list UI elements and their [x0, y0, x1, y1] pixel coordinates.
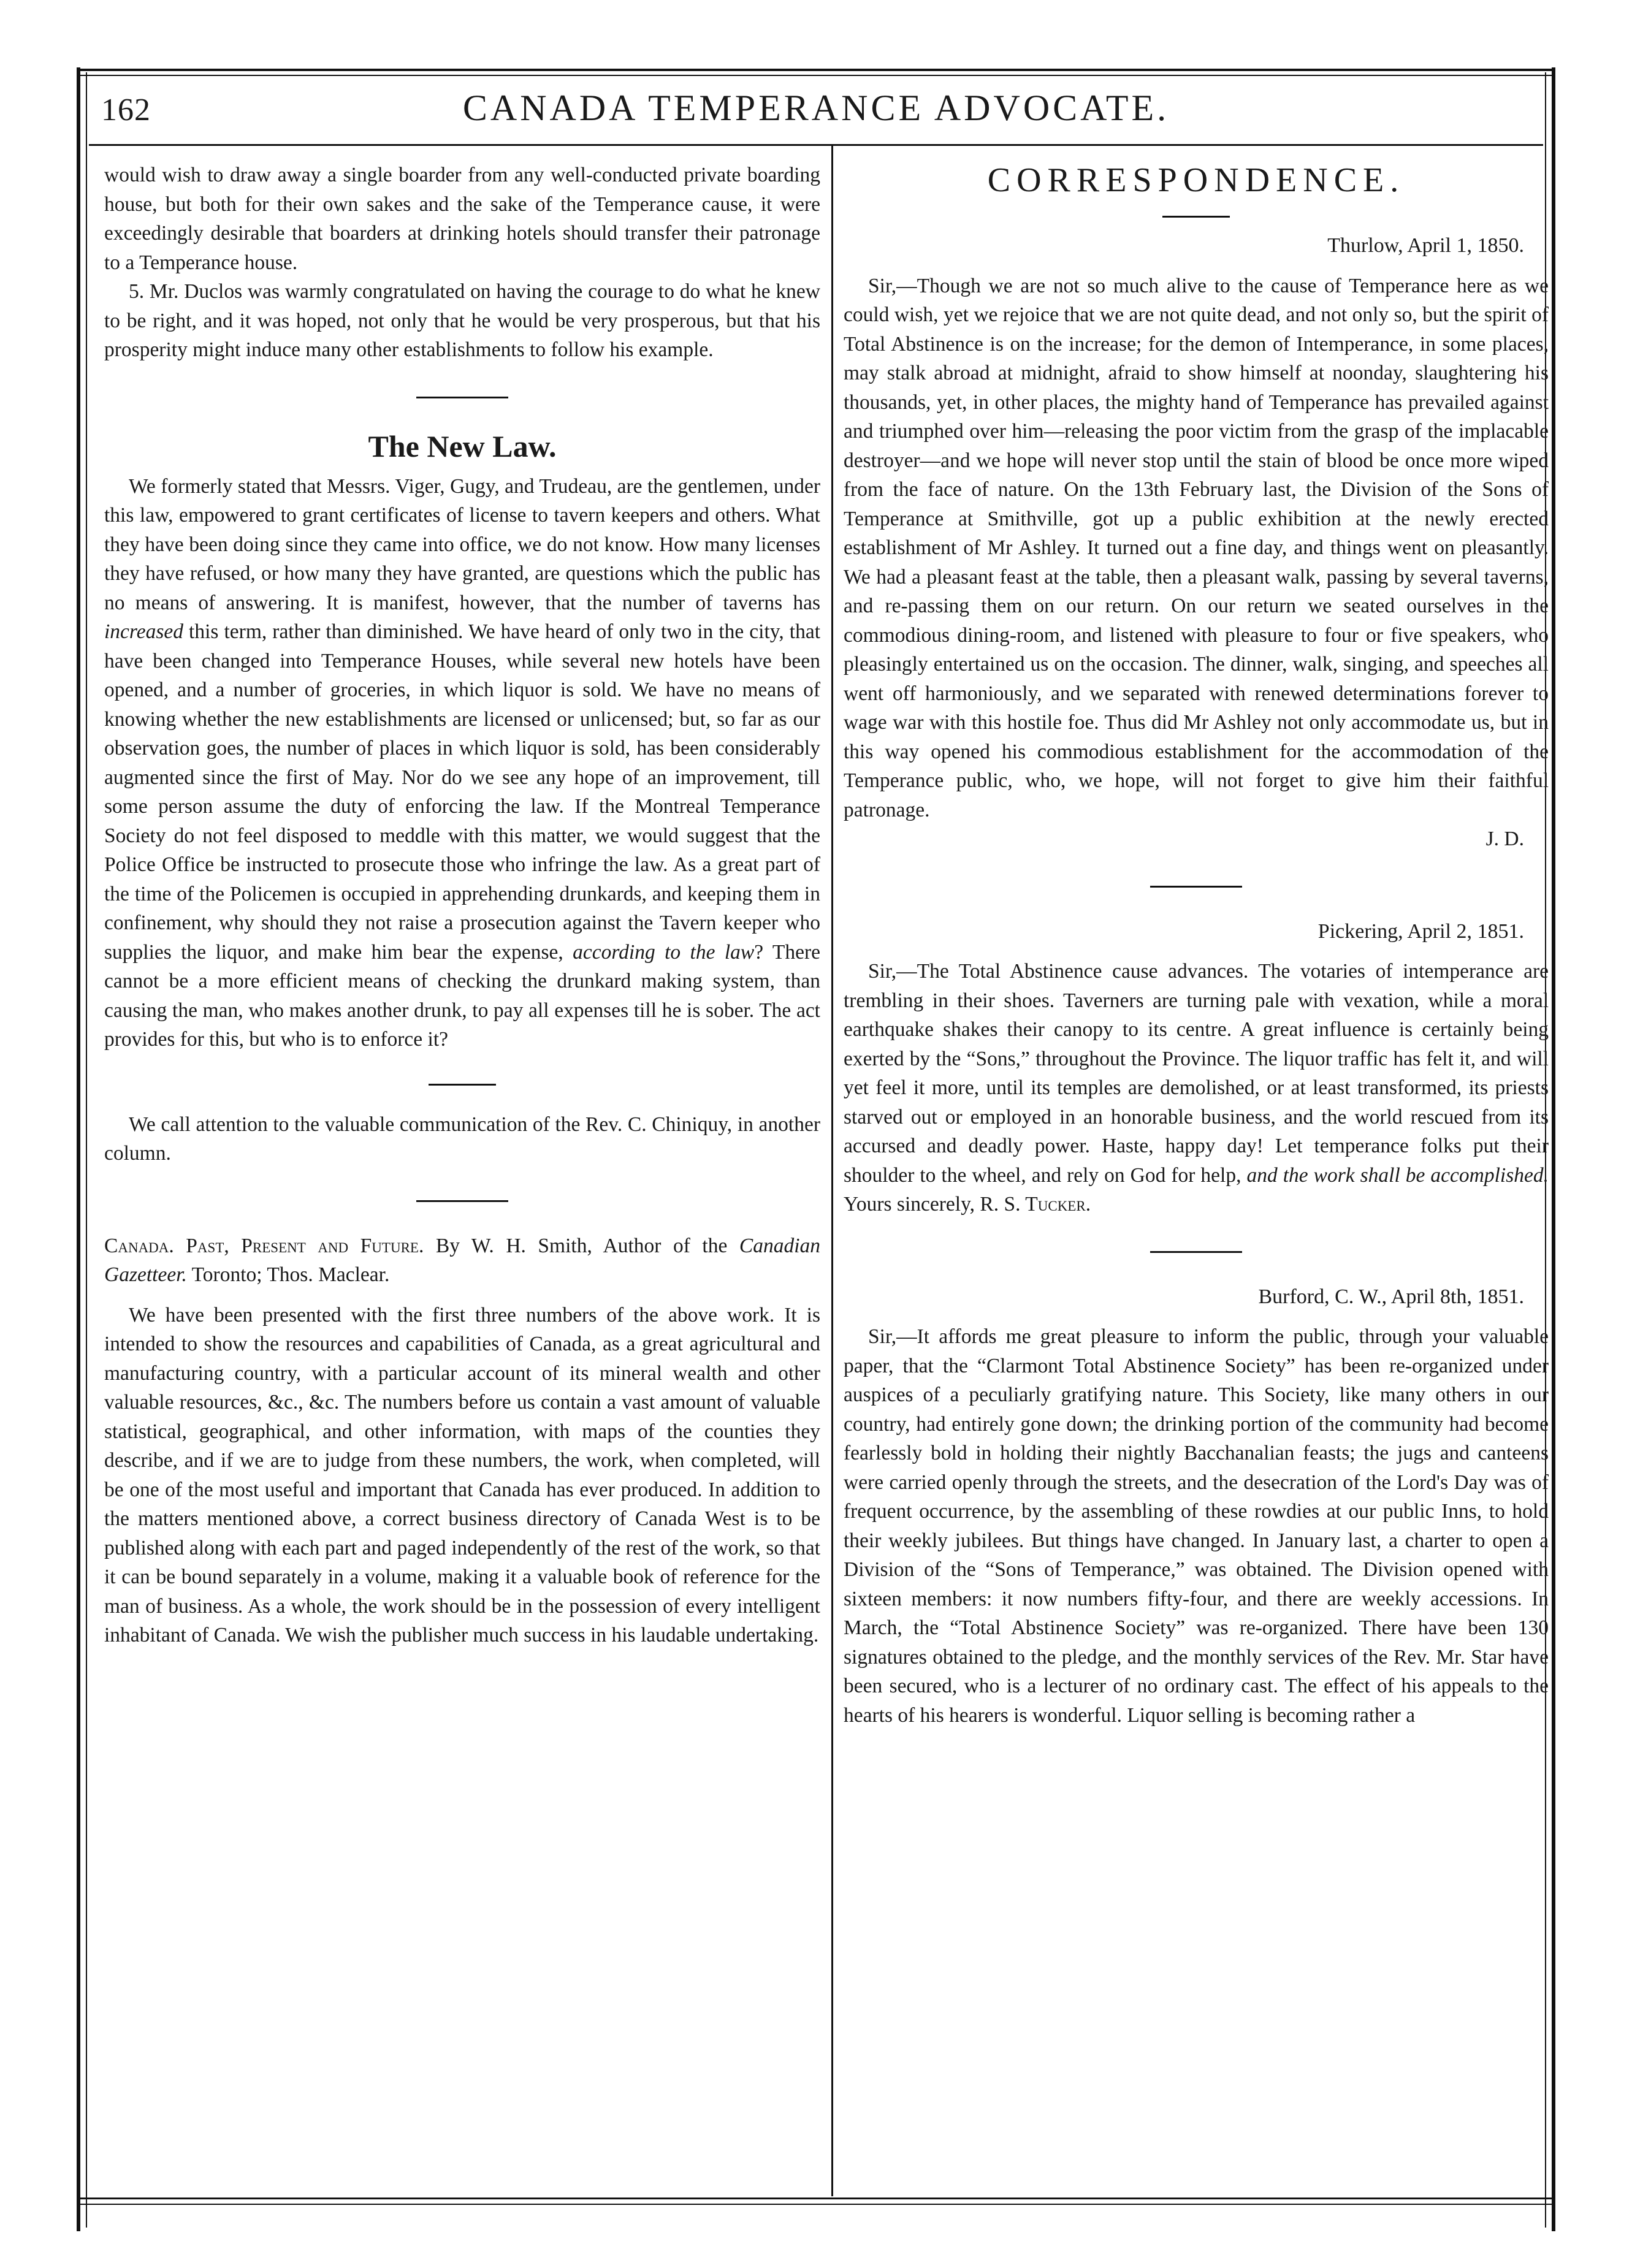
page-number: 162: [101, 93, 151, 127]
section-separator: [416, 397, 508, 398]
letter-pickering-body: [844, 957, 1549, 1219]
review-title: Canada. Past, Present and Future.: [104, 1234, 424, 1257]
review-heading: [104, 1231, 820, 1290]
left-paragraph-continued: would wish to draw away a single boarder from any well-conducted private boarding house, but both for their own sakes and the sake of the Temperance cause, it were exceedingly desirable that boarders at drinking hotels should transfer their patronage to a Temperance house.: [104, 164, 820, 274]
new-law-text-2: this term, rather than diminished. We have heard of only two in the city, that have been changed into Temperance Houses, while several new hotels have been opened, and a number of groceries, in which liquor is sold. We have no means of knowing whether the new establishments are licensed or unlicensed; but, so far as our observation goes, the number of places in which liquor is sold, has been considerably augmented since the first of May. Nor do we see any hope of an improvement, till some person assume the duty of enforcing the law. If the Montreal Temperance Society do not feel disposed to meddle with this matter, we would suggest that the Police Office be instructed to prosecute those who infringe the law. As a great part of the time of the Policemen is occupied in apprehending drunkards, and keeping them in confinement, why should they not raise a prosecution against the Tavern keeper who supplies the liquor, and make him bear the expense,: [104, 620, 820, 964]
letter-pickering-emphasis: and the work shall be accomplished.: [1246, 1163, 1549, 1187]
letter-thurlow-signature-row: [844, 824, 1549, 854]
letter-thurlow-dateline: Thurlow, April 1, 1850.: [1327, 234, 1524, 257]
new-law-emphasis-1: increased: [104, 620, 183, 643]
letter-thurlow-body: Sir,—Though we are not so much alive to the cause of Temperance here as we could wish, yet we rejoice that we are not quite dead, and not only so, but the spirit of Total Abstinence is on the increase; for the demon of Intemperance, in some places, may stalk abroad at midnight, afraid to show himself at noonday, slaughtering his thousands, yet, in other places, the mighty hand of Temperance has prevailed against and triumphed over him—releasing the poor victim from the grasp of the implacable destroyer—and we hope will never stop until the stain of blood be once more wiped from the face of nature. On the 13th February last, the Division of the Sons of Temperance at Smithville, got up a public exhibition at the newly erected establishment of Mr Ashley. It turned out a fine day, and things went on pleasantly. We had a pleasant feast at the table, then a pleasant walk, passing by several taverns, and re-passing them on our return. On our return we seated ourselves in the commodious dining-room, and listened with pleasure to four or five speakers, who pleasingly entertained us on the occasion. The dinner, walk, singing, and speeches all went off harmoniously, and we separated with renewed determinations forever to wage war with this hostile foe. Thus did Mr Ashley not only accommodate us, but in this way opened his commodious establishment for the accommodation of the Temperance public, who, we hope, will not forget to give him their faithful patronage.: [844, 274, 1549, 821]
letter-separator-1: [1150, 886, 1242, 888]
letter-burford-dateline: Burford, C. W., April 8th, 1851.: [1258, 1285, 1524, 1308]
new-law-paragraph: [104, 472, 820, 1054]
letter-thurlow-signature: J. D.: [1485, 828, 1524, 850]
new-law-text-3: ? There cannot be a more efficient means of checking the drunkard making system, than causing the man, who makes another drunk, to pay all expenses till he is sober. The act provides for this, but who is to enforce it?: [104, 940, 820, 1051]
masthead-title: CANADA TEMPERANCE ADVOCATE.: [462, 88, 1170, 128]
chiniquy-notice: We call attention to the valuable communication of the Rev. C. Chiniquy, in another column.: [104, 1113, 820, 1165]
review-body: We have been presented with the first three numbers of the above work. It is intended to show the resources and capabilities of Canada, as a great agricultural and manufacturing country, with a particular account of its mineral wealth and other valuable resources, &c., &c. The numbers before us contain a vast amount of valuable statistical, geographical, and other information, with maps of the counties they describe, and if we are to judge from these numbers, the work, when completed, will be one of the most useful and important that Canada has ever produced. In addition to the matters mentioned above, a correct business directory of Canada West is to be published along with each part and paged independently of the rest of the work, so that it can be bound separately in a volume, making it a valuable book of reference for the man of business. As a whole, the work should be in the possession of every intelligent inhabitant of Canada. We wish the publisher much success in his laudable undertaking.: [104, 1303, 820, 1646]
bottom-border-rule-thin: [80, 2204, 1552, 2205]
section-separator-2: [416, 1200, 508, 1202]
right-column: [844, 161, 1549, 1730]
letter-pickering-signature: R. S. Tucker.: [980, 1193, 1091, 1216]
left-paragraph-duclos: 5. Mr. Duclos was warmly congratulated on having the courage to do what he knew to be right, and it was hoped, not only that he would be very prosperous, but that his prosperity might induce many other establishments to follow his example.: [104, 280, 820, 361]
heading-new-law: The New Law.: [368, 428, 557, 463]
section-separator-short: [429, 1084, 496, 1086]
letter-separator-2: [1150, 1251, 1242, 1253]
review-author: By W. H. Smith, Author of the: [424, 1234, 739, 1257]
letter-pickering-dateline: Pickering, April 2, 1851.: [1317, 919, 1524, 943]
new-law-text-1: We formerly stated that Messrs. Viger, Gugy, and Trudeau, are the gentlemen, under this law, empowered to grant certificates of license to tavern keepers and others. What they have been doing since they came into office, we do not know. How many licenses they have refused, or how many they have granted, are questions which the public has no means of answering. It is manifest, however, that the number of taverns has: [104, 474, 820, 614]
column-divider: [831, 146, 833, 2196]
letter-pickering-text: Sir,—The Total Abstinence cause advances. The votaries of intemperance are trembling in their shoes. Taverners are turning pale with vexation, while a moral earthquake shakes their canopy to its centre. A great influence is certainly being exerted by the “Sons,” throughout the Province. The liquor traffic has felt it, and will yet feel it more, until its temples are demolished, or at least transformed, its priests starved out or employed in an honorable business, and the world rescued from its accursed and deadly power. Haste, happy day! Let temperance folks put their shoulder to the wheel, and rely on God for help,: [844, 960, 1549, 1187]
review-publisher: Toronto; Thos. Maclear.: [186, 1263, 390, 1286]
heading-correspondence: CORRESPONDENCE.: [987, 161, 1405, 199]
bottom-border-rule: [80, 2198, 1552, 2199]
letter-pickering-close: Yours sincerely,: [844, 1193, 975, 1216]
review-emphasis: Canadian Gazetteer.: [104, 1234, 820, 1286]
new-law-emphasis-2: according to the law: [573, 940, 755, 964]
header-rule: [89, 144, 1543, 146]
left-column: [104, 161, 820, 1650]
letter-burford-body: Sir,—It affords me great pleasure to inform the public, through your valuable paper, that the “Clarmont Total Abstinence Society” has been re-organized under auspices of a peculiarly gratifying nature. This Society, like many others in our country, had entirely gone down; the drinking portion of the community had become fearlessly bold in holding their nightly Bacchanalian feasts; the jugs and canteens were carried openly through the streets, and the desecration of the Lord's Day was of frequent occurrence, by the assembling of these rowdies at our public Inns, to hold their weekly jubilees. But things have changed. In January last, a charter to open a Division of the “Sons of Temperance,” was obtained. The Division opened with sixteen members: it now numbers fifty-four, and there are weekly accessions. In March, the “Total Abstinence Society” was re-organized. There have been 130 signatures obtained to the pledge, and the monthly services of the Rev. Mr. Star have been secured, who is a lecturer of no ordinary cast. The effect of his appeals to the hearts of his hearers is wonderful. Liquor selling is becoming rather a: [844, 1325, 1549, 1727]
correspondence-separator: [1162, 216, 1230, 218]
